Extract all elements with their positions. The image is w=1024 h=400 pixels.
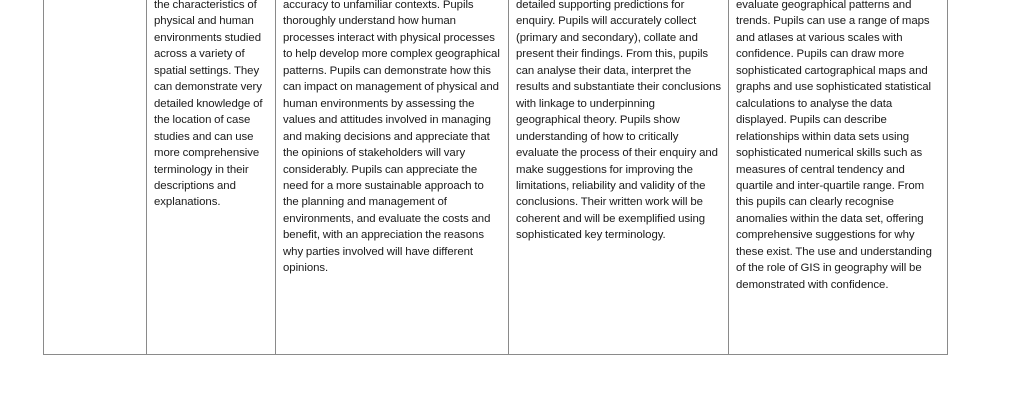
table-cell-understanding	[276, 0, 509, 355]
cell-text-knowledge: the characteristics of physical and human environments studied across a variety of spatial settings. They can demonstrate very detailed knowledge of the location of case studies and can use more comprehensive terminology in their descriptions and explanations.	[154, 0, 263, 209]
cell-text-understanding: accuracy to unfamiliar contexts. Pupils thoroughly understand how human processes interact with physical processes to help develop more complex geographical patterns. Pupils can demonstrate how this can impact on management of physical and human environments by assessing the values and attitudes involved in managing and making decisions and appreciate that the opinions of stakeholders will vary considerably. Pupils can appreciate the need for a more sustainable approach to the planning and management of environments, and evaluate the costs and benefit, with an appreciation the reasons why parties involved will have different opinions.	[283, 0, 500, 275]
table-cell-skills	[729, 0, 948, 355]
cell-text-enquiry: detailed supporting predictions for enquiry. Pupils will accurately collect (primary and secondary), collate and present their findings. From this, pupils can analyse their data, interpret the results and substantiate their conclusions with linkage to underpinning geographical theory. Pupils show understanding of how to critically evaluate the process of their enquiry and make suggestions for improving the limitations, reliability and validity of the conclusions. Their written work will be coherent and will be exemplified using sophisticated key terminology.	[516, 0, 722, 242]
table-cell-knowledge	[147, 0, 276, 355]
table-cell-label	[44, 0, 147, 355]
table-row	[44, 0, 948, 355]
criteria-table	[43, 0, 948, 355]
table-cell-enquiry	[509, 0, 729, 355]
cell-text-skills: evaluate geographical patterns and trends. Pupils can use a range of maps and atlases at various scales with confidence. Pupils can draw more sophisticated cartographical maps and graphs and use sophisticated statistical calculations to analyse the data displayed. Pupils can describe relationships within data sets using sophisticated numerical skills such as measures of central tendency and quartile and inter-quartile range. From this pupils can clearly recognise anomalies within the data set, offering comprehensive suggestions for why these exist. The use and understanding of the role of GIS in geography will be demonstrated with confidence.	[736, 0, 932, 291]
